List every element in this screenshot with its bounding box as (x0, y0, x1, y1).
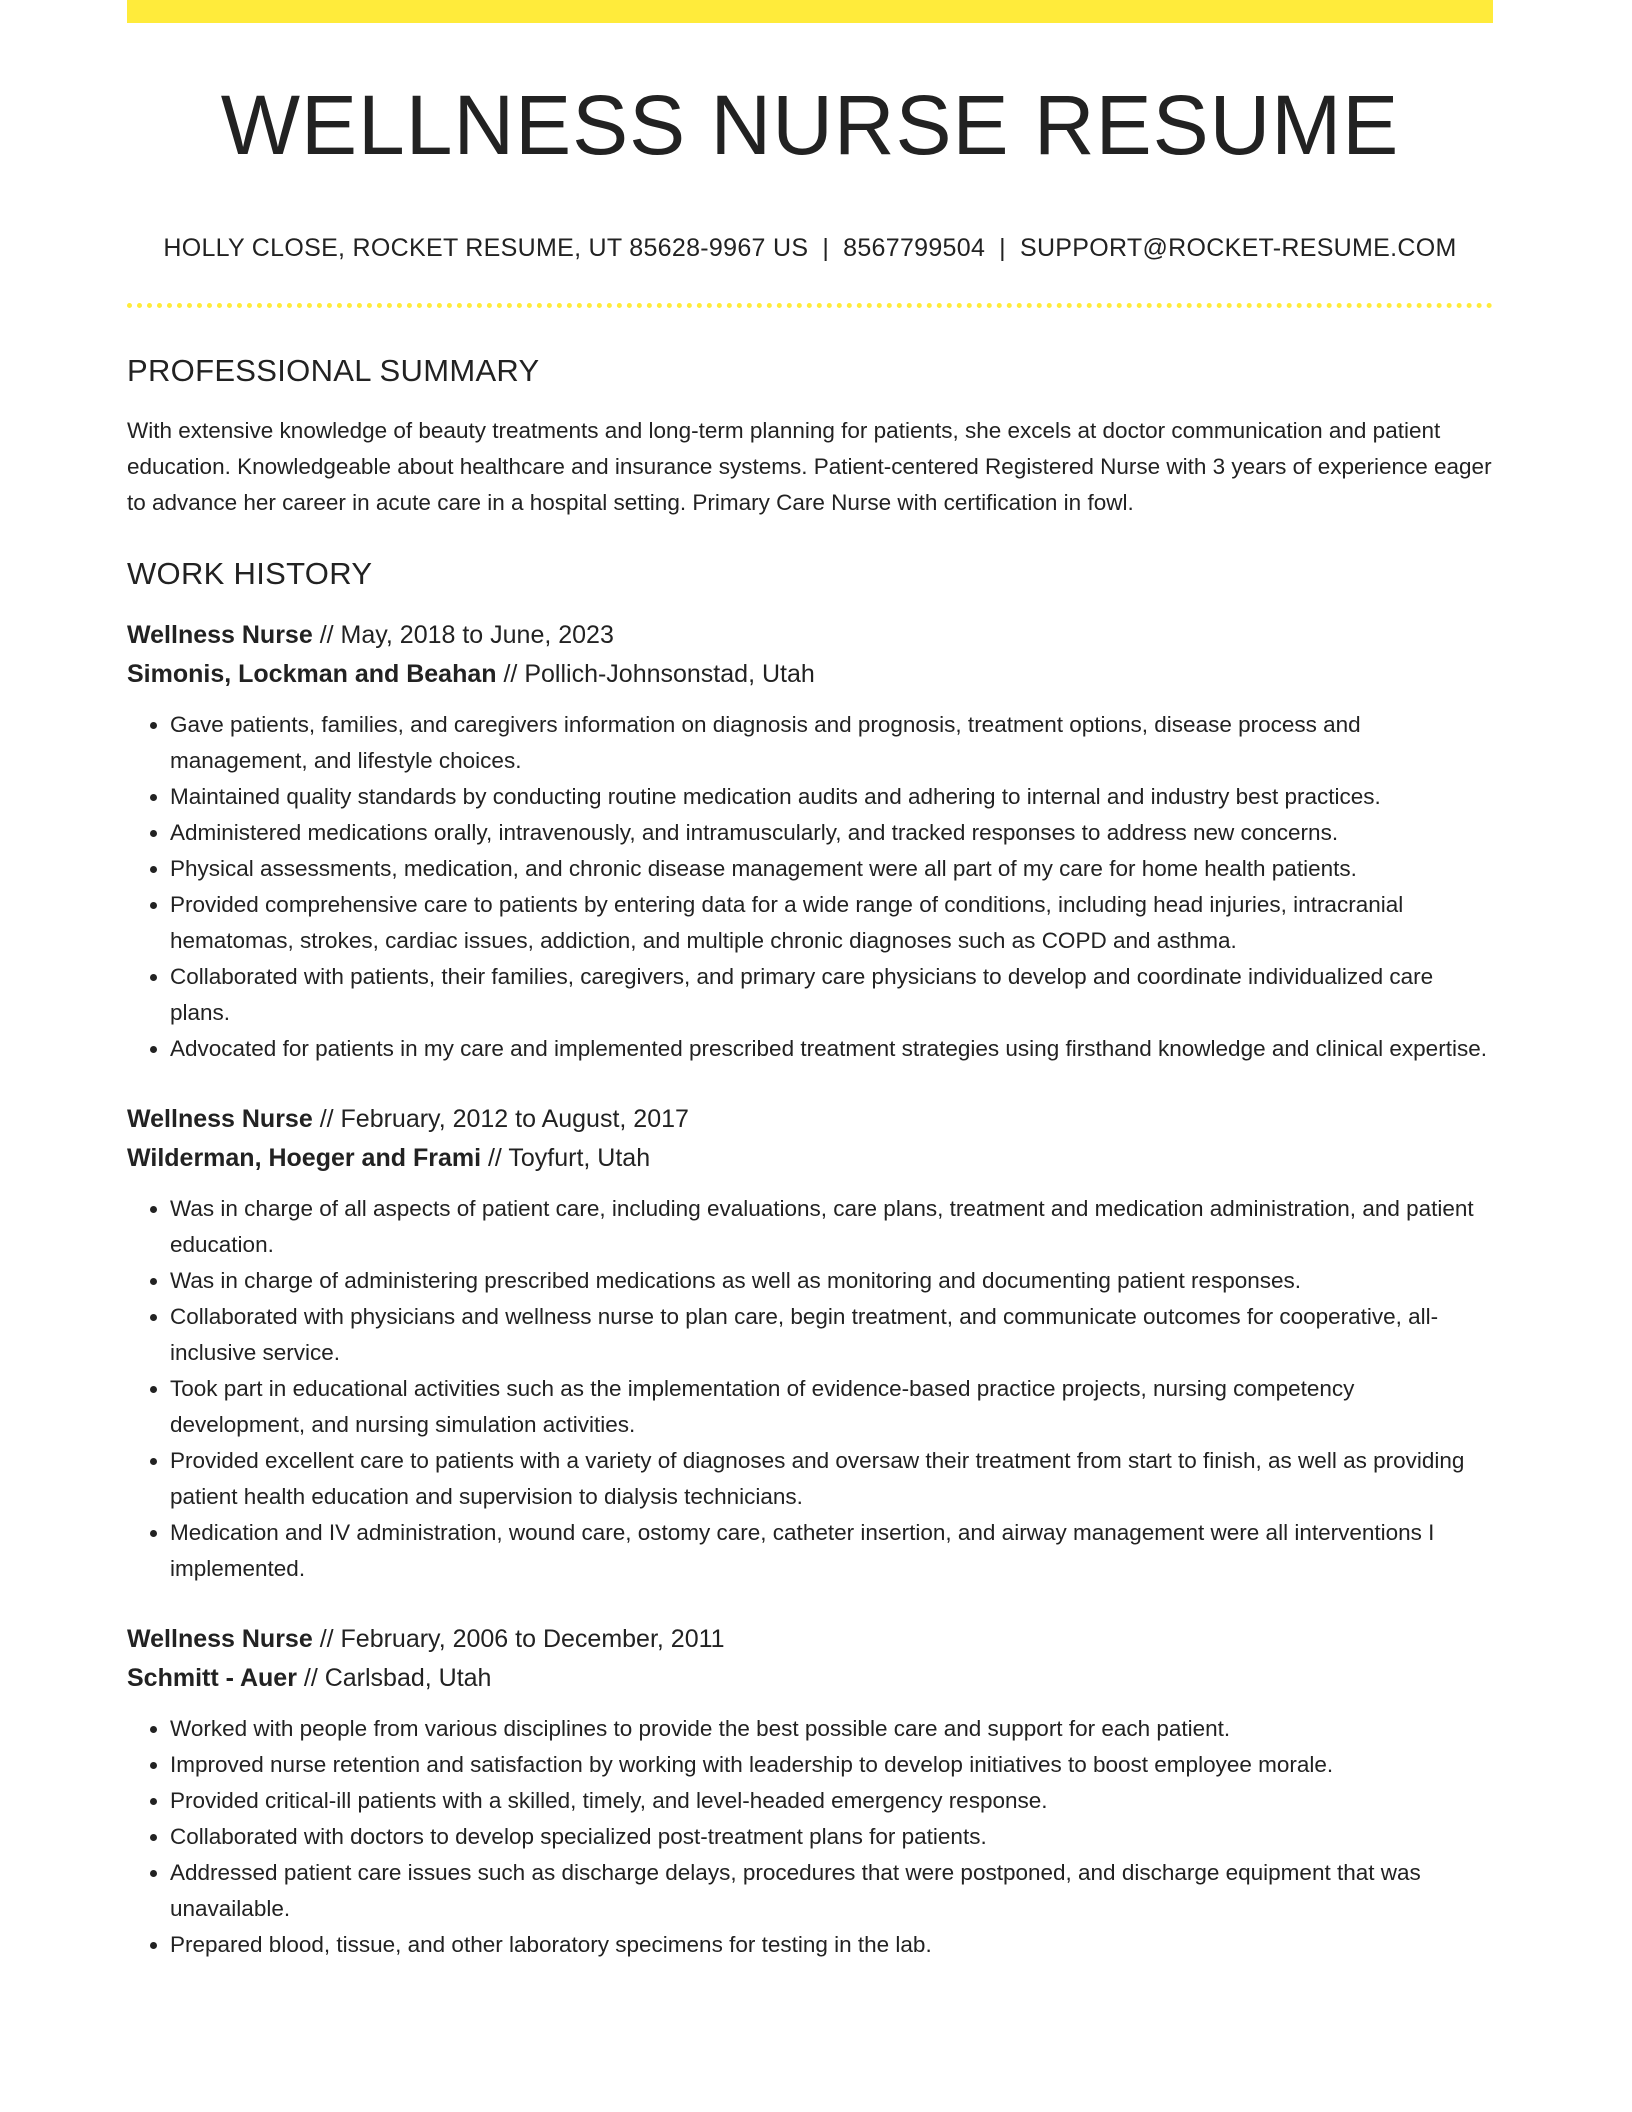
job-location: // Toyfurt, Utah (487, 1144, 651, 1173)
job-entry (127, 1620, 1493, 1963)
job-dates: // February, 2012 to August, 2017 (319, 1105, 689, 1134)
job-title-line (127, 1620, 1493, 1659)
job-company-line (127, 1139, 1493, 1178)
job-bullet: • Was in charge of administering prescribed medications as well as monitoring and documenting patient responses. (170, 1263, 1493, 1299)
job-company-line (127, 655, 1493, 694)
job-company-line (127, 1659, 1493, 1698)
job-dates: // February, 2006 to December, 2011 (319, 1625, 725, 1654)
job-bullet: • Addressed patient care issues such as discharge delays, procedures that were postponed, and discharge equipment that was unavailable. (170, 1855, 1493, 1927)
summary-heading: PROFESSIONAL SUMMARY (127, 353, 540, 388)
job-bullet: • Administered medications orally, intravenously, and intramuscularly, and tracked responses to address new concerns. (170, 815, 1493, 851)
job-bullet: • Collaborated with physicians and wellness nurse to plan care, begin treatment, and communicate outcomes for cooperative, all-inclusive service. (170, 1299, 1493, 1371)
contact-email: SUPPORT@ROCKET-RESUME.COM (1019, 234, 1457, 262)
job-bullet: • Physical assessments, medication, and chronic disease management were all part of my care for home health patients. (170, 851, 1493, 887)
summary-text: With extensive knowledge of beauty treatments and long-term planning for patients, she excels at doctor communication and patient education. Knowledgeable about healthcare and insurance systems. Patient-centered Registered Nurse with 3 years of experience eager to advance her career in acute care in a hospital setting. Primary Care Nurse with certification in fowl. (127, 418, 1492, 516)
job-bullet: • Provided excellent care to patients with a variety of diagnoses and oversaw their treatment from start to finish, as well as providing patient health education and supervision to dialysis technicians. (170, 1443, 1493, 1515)
job-bullet: • Improved nurse retention and satisfaction by working with leadership to develop initiatives to boost employee morale. (170, 1747, 1493, 1783)
job-title: Wellness Nurse (127, 1625, 313, 1654)
job-bullet: • Prepared blood, tissue, and other laboratory specimens for testing in the lab. (170, 1927, 1493, 1963)
job-bullet: • Provided critical-ill patients with a skilled, timely, and level-headed emergency response. (170, 1783, 1493, 1819)
resume-page (127, 0, 1493, 1963)
job-company: Schmitt - Auer (127, 1664, 297, 1693)
job-bullet: • Worked with people from various disciplines to provide the best possible care and support for each patient. (170, 1711, 1493, 1747)
job-bullet: • Provided comprehensive care to patients by entering data for a wide range of conditions, including head injuries, intracranial hematomas, strokes, cardiac issues, addiction, and multiple chronic diagnoses such as COPD and asthma. (170, 887, 1493, 959)
job-bullet-list (127, 1711, 1493, 1963)
job-bullet: • Collaborated with patients, their families, caregivers, and primary care physicians to develop and coordinate individualized care plans. (170, 959, 1493, 1031)
job-title: Wellness Nurse (127, 1105, 313, 1134)
contact-separator: | (999, 234, 1006, 262)
job-title: Wellness Nurse (127, 621, 313, 650)
job-company: Simonis, Lockman and Beahan (127, 660, 497, 689)
job-entry (127, 1100, 1493, 1587)
job-location: // Pollich-Johnsonstad, Utah (503, 660, 815, 689)
job-bullet: • Took part in educational activities such as the implementation of evidence-based practice projects, nursing competency development, and nursing simulation activities. (170, 1371, 1493, 1443)
resume-title: WELLNESS NURSE RESUME (220, 78, 1400, 172)
contact-separator: | (822, 234, 830, 262)
job-bullet: • Was in charge of all aspects of patient care, including evaluations, care plans, treatment and medication administration, and patient education. (170, 1191, 1493, 1263)
job-dates: // May, 2018 to June, 2023 (319, 621, 614, 650)
contact-address: HOLLY CLOSE, ROCKET RESUME, UT 85628-9967 US (163, 234, 809, 262)
job-bullet: • Collaborated with doctors to develop specialized post-treatment plans for patients. (170, 1819, 1493, 1855)
dotted-divider (127, 303, 1493, 308)
job-title-line (127, 1100, 1493, 1139)
job-bullet-list (127, 707, 1493, 1067)
job-bullet: • Gave patients, families, and caregivers information on diagnosis and prognosis, treatment options, disease process and management, and lifestyle choices. (170, 707, 1493, 779)
job-company: Wilderman, Hoeger and Frami (127, 1144, 482, 1173)
job-location: // Carlsbad, Utah (303, 1664, 492, 1693)
job-bullet: • Advocated for patients in my care and implemented prescribed treatment strategies using firsthand knowledge and clinical expertise. (170, 1031, 1493, 1067)
contact-line (127, 233, 1493, 263)
job-entry (127, 616, 1493, 1067)
job-bullet-list (127, 1191, 1493, 1587)
accent-top-bar (127, 0, 1493, 23)
job-bullet: • Maintained quality standards by conducting routine medication audits and adhering to internal and industry best practices. (170, 779, 1493, 815)
work-history-heading: WORK HISTORY (127, 556, 373, 592)
job-bullet: • Medication and IV administration, wound care, ostomy care, catheter insertion, and airway management were all interventions I implemented. (170, 1515, 1493, 1587)
contact-phone: 8567799504 (843, 234, 986, 262)
job-title-line (127, 616, 1493, 655)
